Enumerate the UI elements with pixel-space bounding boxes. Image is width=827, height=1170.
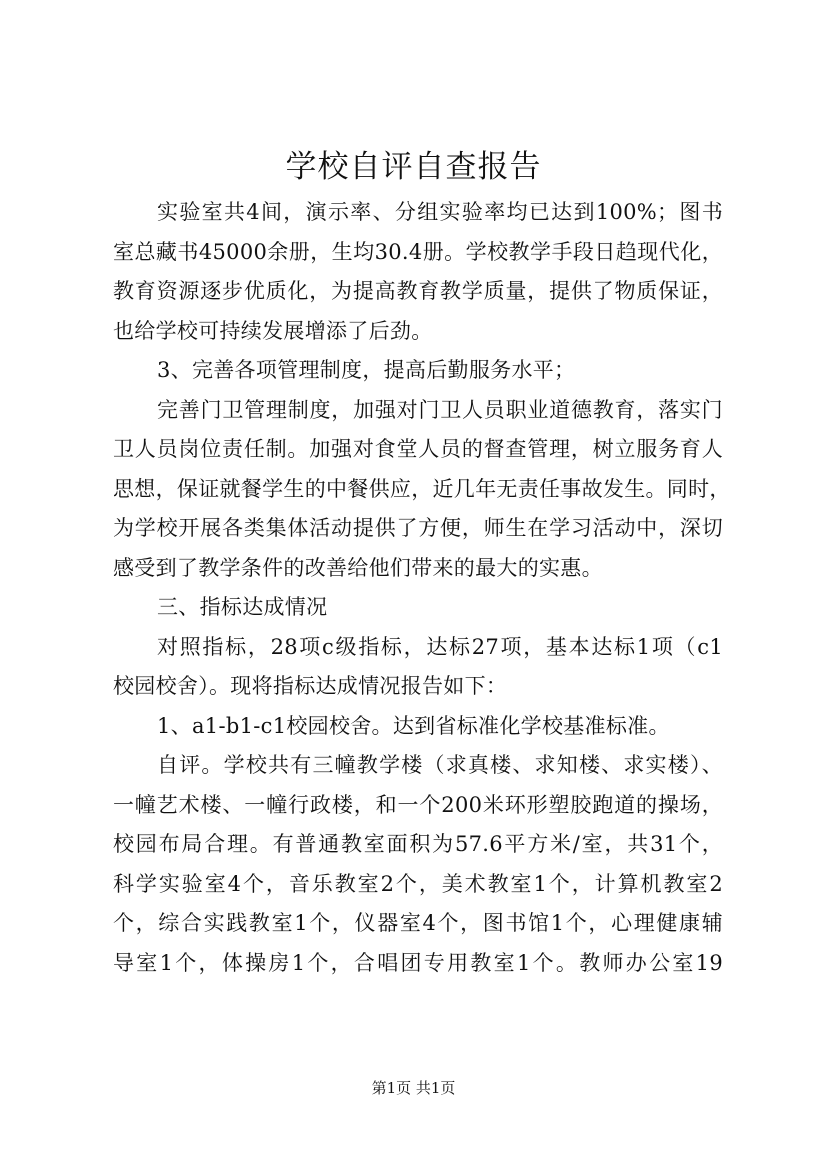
text-line: 个，综合实践教室1个，仪器室4个，图书馆1个，心理健康辅 [113, 911, 723, 935]
text-line: 校园校舍）。现将指标达成情况报告如下： [113, 674, 508, 698]
text-line: 完善门卫管理制度，加强对门卫人员职业道德教育，落实门 [157, 397, 723, 422]
text-line: 实验室共4间，演示率、分组实验率均已达到100%；图书 [157, 200, 723, 224]
text-line: 感受到了教学条件的改善给他们带来的最大的实惠。 [113, 555, 603, 580]
page-footer: 第1页 共1页 [371, 1079, 456, 1097]
text-line: 对照指标，28项c级指标，达标27项，基本达标1项（c1 [157, 634, 723, 659]
section-heading: 三、指标达成情况 [157, 595, 328, 619]
text-line: 自评。学校共有三幢教学楼（求真楼、求知楼、求实楼）、 [157, 753, 723, 777]
text-line: 为学校开展各类集体活动提供了方便，师生在学习活动中，深切 [113, 516, 723, 540]
text-line: 校园布局合理。有普通教室面积为57.6平方米/室，共31个， [113, 832, 723, 856]
text-line: 教育资源逐步优质化，为提高教育教学质量，提供了物质保证， [113, 279, 723, 303]
document-title: 学校自评自查报告 [285, 149, 542, 185]
text-line: 卫人员岗位责任制。加强对食堂人员的督查管理，树立服务育人 [113, 437, 723, 461]
text-line: 3、完善各项管理制度，提高后勤服务水平； [157, 358, 576, 382]
text-line: 科学实验室4个，音乐教室2个，美术教室1个，计算机教室2 [113, 871, 723, 896]
document-body [113, 193, 731, 983]
text-line: 思想，保证就餐学生的中餐供应，近几年无责任事故发生。同时， [113, 476, 731, 501]
text-line: 一幢艺术楼、一幢行政楼，和一个200米环形塑胶跑道的操场， [113, 792, 723, 817]
text-line: 导室1个，体操房1个，合唱团专用教室1个。教师办公室19 [113, 950, 723, 975]
text-line: 室总藏书45000余册，生均30.4册。学校教学手段日趋现代化， [113, 239, 723, 264]
text-line: 1、a1-b1-c1校园校舍。达到省标准化学校基准标准。 [157, 713, 670, 738]
text-line: 也给学校可持续发展增添了后劲。 [113, 318, 433, 343]
